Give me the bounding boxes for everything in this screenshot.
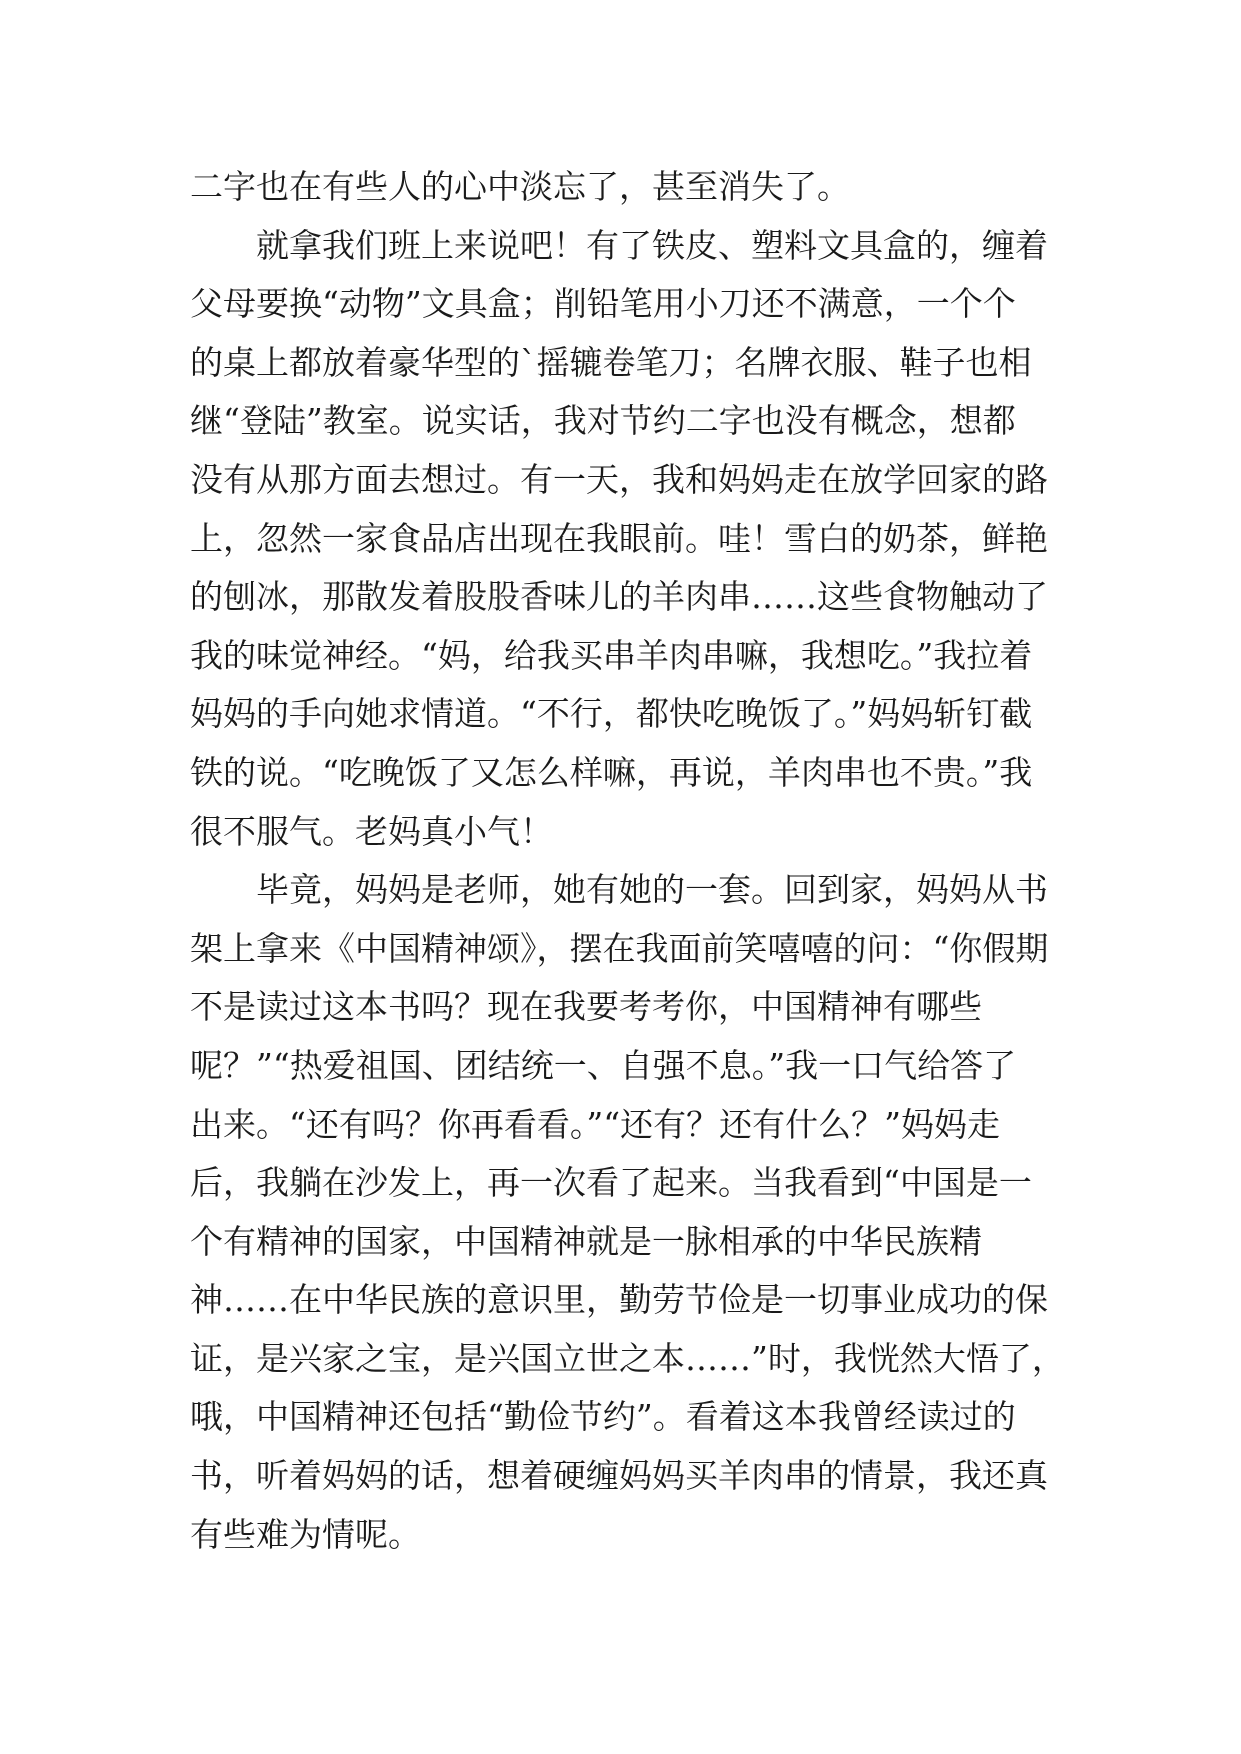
text-line: 的桌上都放着豪华型的`摇辘卷笔刀；名牌衣服、鞋子也相 <box>190 342 1032 382</box>
text-line: 书，听着妈妈的话，想着硬缠妈妈买羊肉串的情景，我还真 <box>190 1456 1048 1496</box>
text-line: 没有从那方面去想过。有一天，我和妈妈走在放学回家的路 <box>190 459 1048 499</box>
paragraph-first-line: 毕竟，妈妈是老师，她有她的一套。回到家，妈妈从书 <box>256 870 1048 910</box>
text-line: 父母要换“动物”文具盒；削铅笔用小刀还不满意，一个个 <box>190 284 1016 324</box>
text-line: 架上拿来《中国精神颂》，摆在我面前笑嘻嘻的问：“你假期 <box>190 928 1049 968</box>
text-line: 哦，中国精神还包括“勤俭节约”。看着这本我曾经读过的 <box>190 1397 1016 1437</box>
text-line: 很不服气。老妈真小气！ <box>190 811 553 851</box>
text-line: 出来。“还有吗？你再看看。”“还有？还有什么？”妈妈走 <box>190 1104 1000 1144</box>
text-line: 不是读过这本书吗？现在我要考考你，中国精神有哪些 <box>190 987 982 1027</box>
text-line: 继“登陆”教室。说实话，我对节约二字也没有概念，想都 <box>190 401 1016 441</box>
text-line: 上，忽然一家食品店出现在我眼前。哇！雪白的奶茶，鲜艳 <box>190 518 1048 558</box>
paragraph-first-line: 就拿我们班上来说吧！有了铁皮、塑料文具盒的，缠着 <box>256 225 1048 265</box>
essay-body <box>190 158 1070 1564</box>
text-line: 铁的说。“吃晚饭了又怎么样嘛，再说，羊肉串也不贵。”我 <box>190 752 1033 792</box>
text-line: 的刨冰，那散发着股股香味儿的羊肉串……这些食物触动了 <box>190 577 1048 617</box>
text-line: 个有精神的国家，中国精神就是一脉相承的中华民族精 <box>190 1221 982 1261</box>
text-line: 呢？”“热爱祖国、团结统一、自强不息。”我一口气给答了 <box>190 1045 1017 1085</box>
text-line: 二字也在有些人的心中淡忘了，甚至消失了。 <box>190 167 850 206</box>
text-line: 我的味觉神经。“妈，给我买串羊肉串嘛，我想吃。”我拉着 <box>190 635 1033 675</box>
text-line: 有些难为情呢。 <box>190 1514 421 1554</box>
text-line: 证，是兴家之宝，是兴国立世之本……”时，我恍然大悟了， <box>190 1338 1065 1378</box>
text-line: 后，我躺在沙发上，再一次看了起来。当我看到“中国是一 <box>190 1163 1032 1203</box>
text-line: 妈妈的手向她求情道。“不行，都快吃晚饭了。”妈妈斩钉截 <box>190 694 1033 734</box>
text-line: 神……在中华民族的意识里，勤劳节俭是一切事业成功的保 <box>190 1280 1048 1320</box>
